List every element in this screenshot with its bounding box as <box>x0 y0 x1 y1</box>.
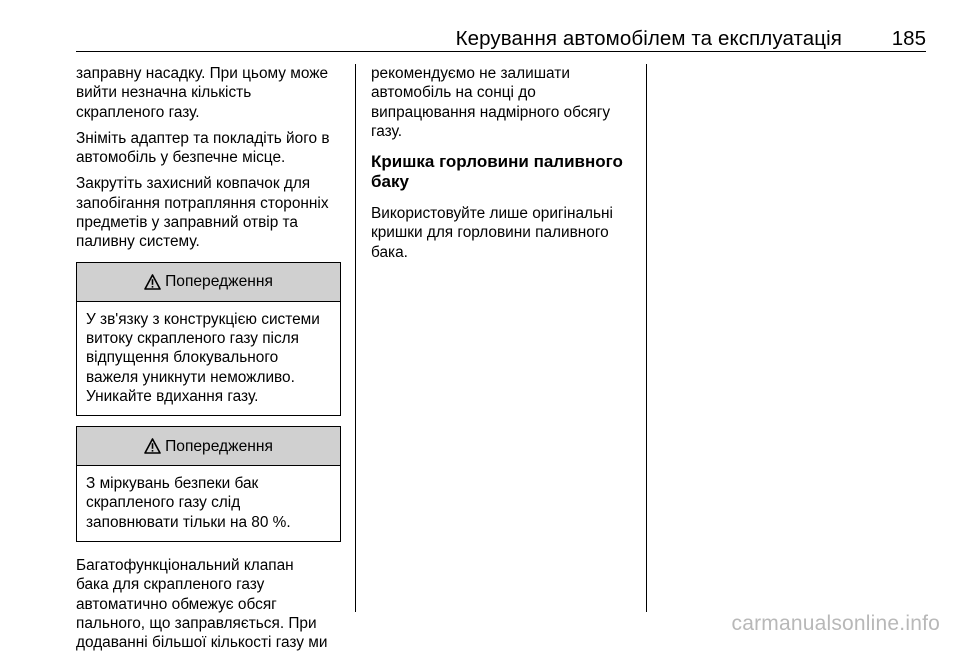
warning-title: Попередження <box>165 437 273 455</box>
warning-box <box>76 426 341 542</box>
warning-header <box>77 263 340 302</box>
warning-text: З міркувань безпеки бак скрапленого газу слід заповнювати тільки на 80 %. <box>86 475 291 531</box>
paragraph: рекомендуємо не залишати автомобіль на сонці до випрацювання надмірного обсягу газу. <box>371 65 611 140</box>
watermark: carmanualsonline.info <box>731 612 940 635</box>
paragraph: Зніміть адаптер та покладіть його в автомобіль у безпечне місце. <box>76 129 330 167</box>
paragraph: Закрутіть захисний ковпачок для запобігання потрапляння сторонніх предметів у заправний отвір та паливну систему. <box>76 175 329 251</box>
column-divider <box>355 64 356 612</box>
warning-text: У зв'язку з конструкцією системи витоку скрапленого газу після відпущення блокувального важеля уникнути неможливо. Уникайте вдихання газу. <box>86 310 320 405</box>
right-column <box>371 64 633 269</box>
left-column <box>76 64 341 660</box>
warning-triangle-icon <box>144 274 161 290</box>
warning-triangle-icon <box>144 438 161 454</box>
page-header <box>76 0 926 52</box>
column-divider-right <box>646 64 647 612</box>
header-rule <box>76 51 926 52</box>
paragraph: Використовуйте лише оригінальні кришки для горловини паливного бака. <box>371 205 613 261</box>
section-title: Керування автомобілем та експлуатація <box>455 27 842 50</box>
paragraph: заправну насадку. При цьому може вийти незначна кількість скрапленого газу. <box>76 65 329 121</box>
warning-title: Попередження <box>165 273 273 291</box>
warning-box <box>76 262 341 416</box>
page-number: 185 <box>891 27 926 50</box>
section-heading: Кришка горловини паливного баку <box>371 152 623 192</box>
warning-header <box>77 427 340 466</box>
paragraph: Багатофункціональний клапан бака для скрапленого газу автоматично обмежує обсяг пального, що заправляється. При додаванні більшої кількості газу ми <box>76 557 328 652</box>
